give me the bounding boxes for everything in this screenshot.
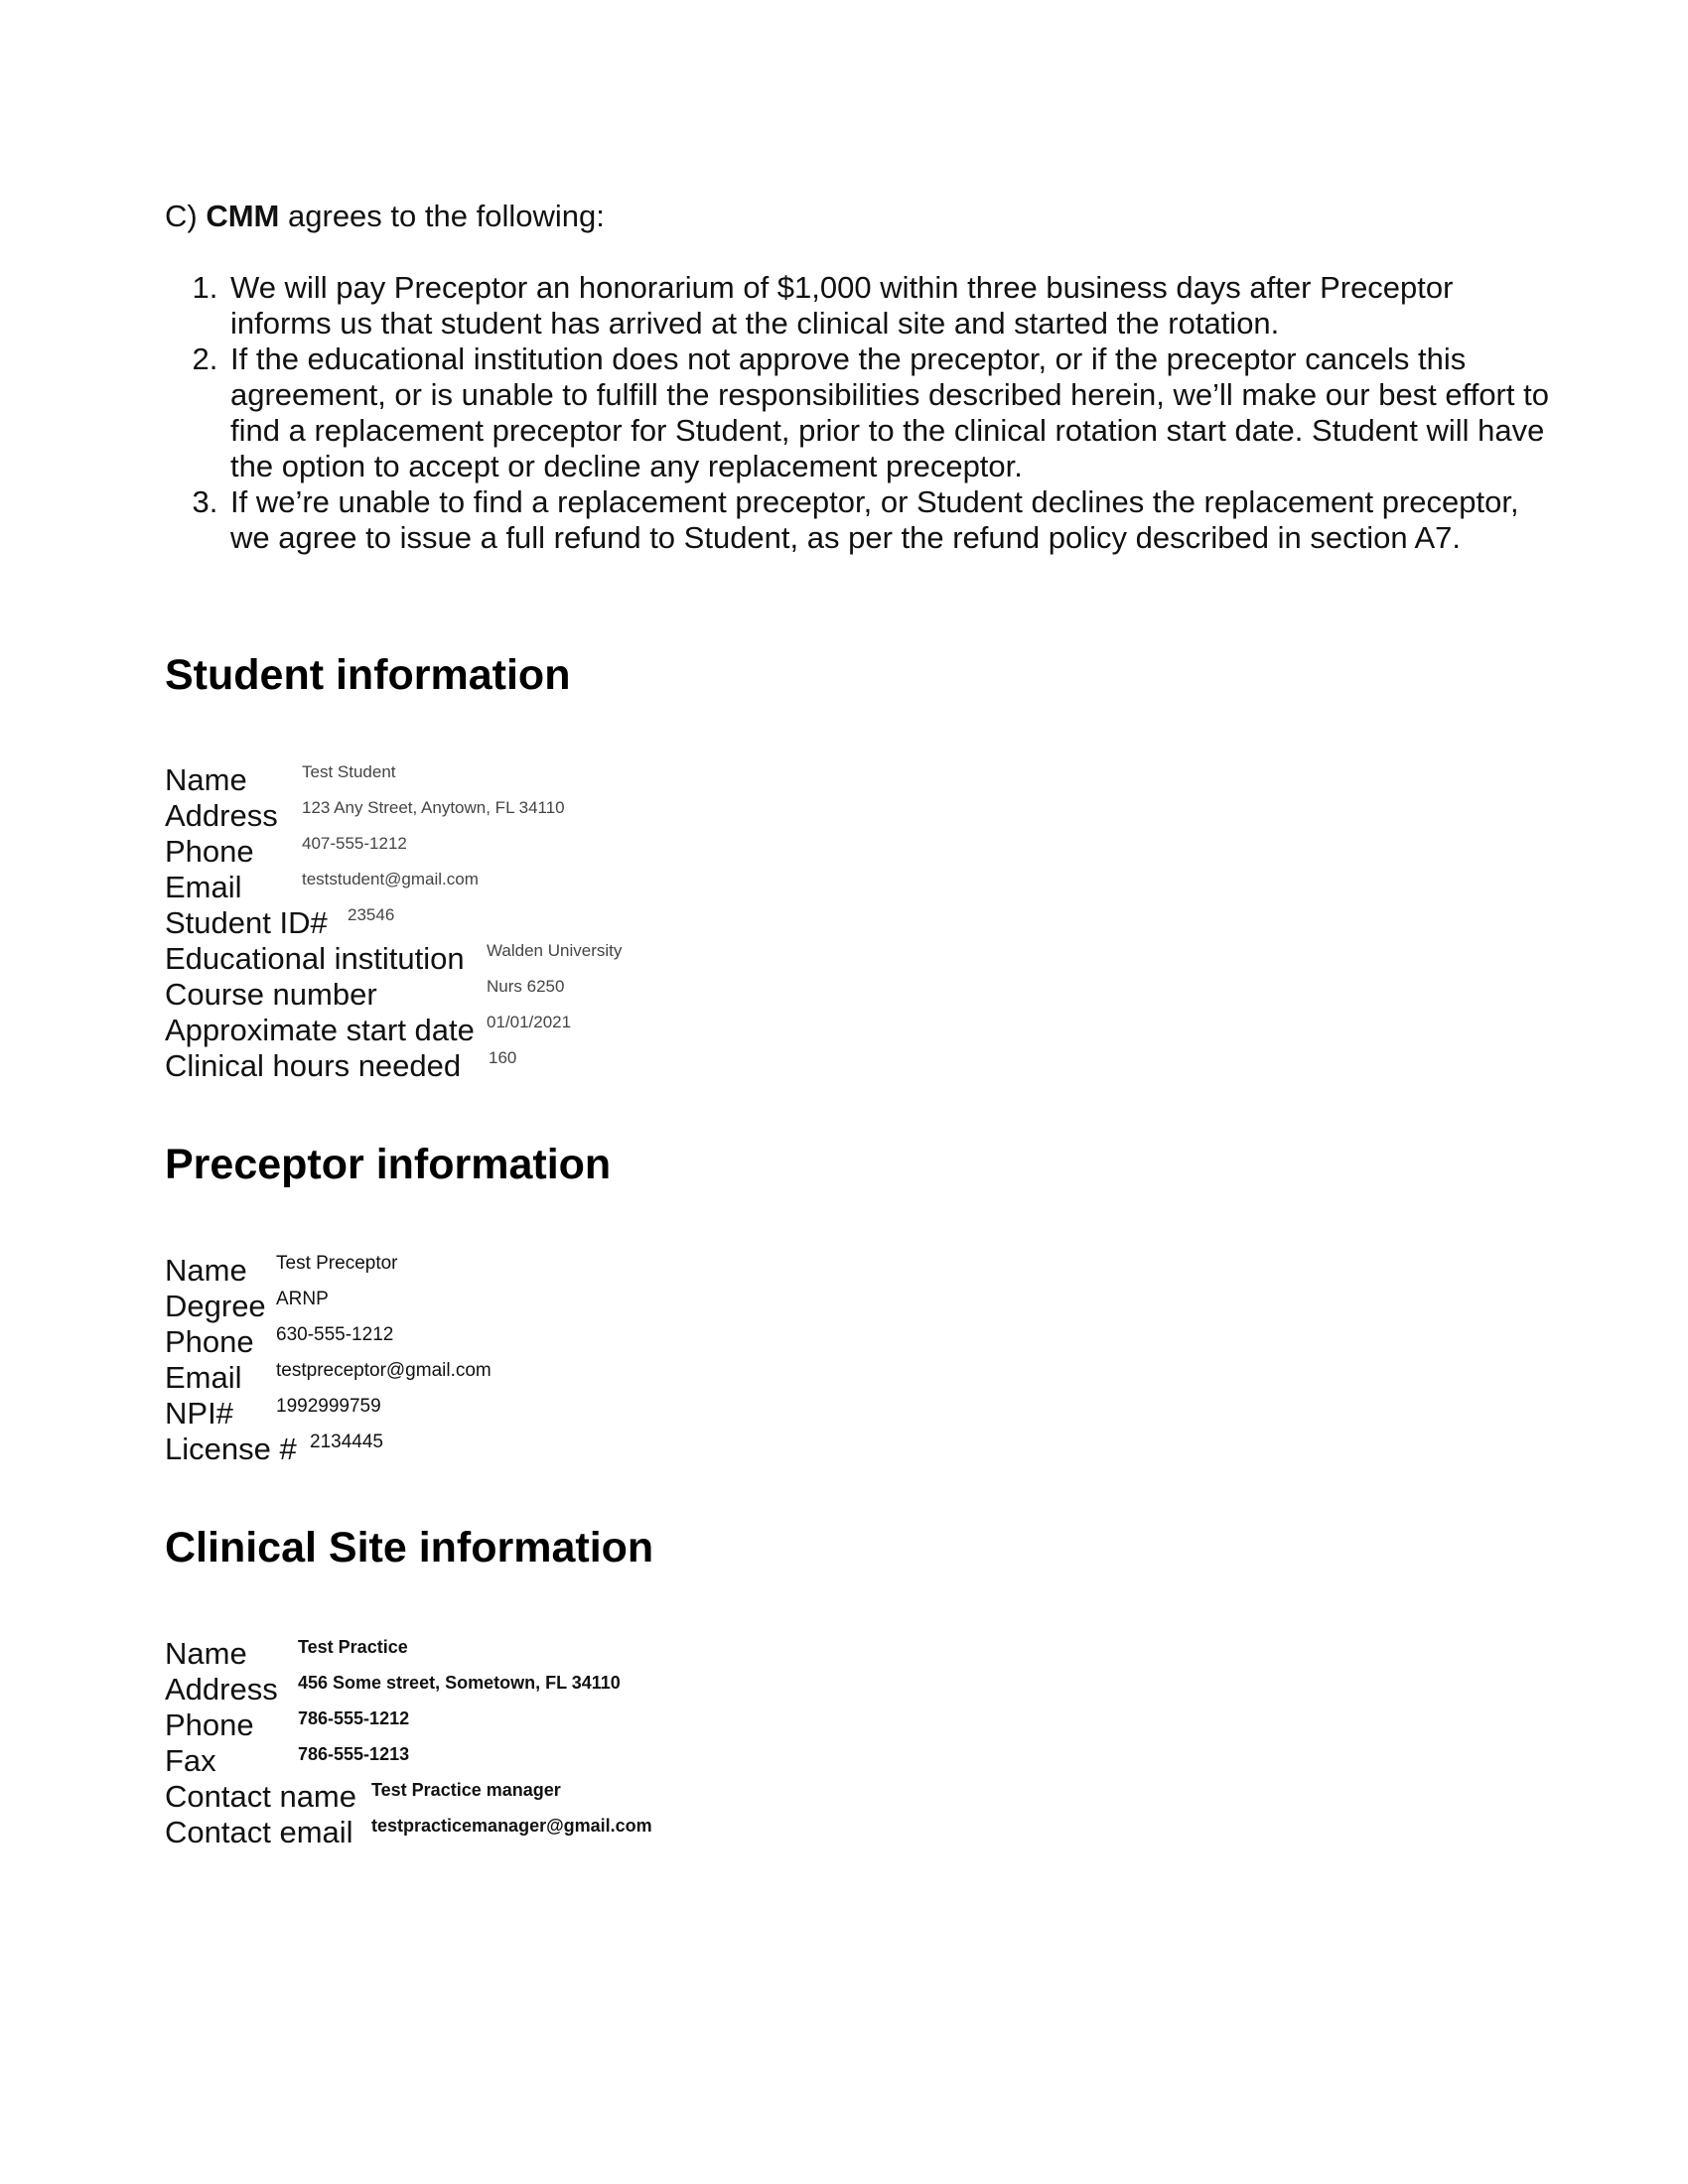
agreement-party: CMM <box>206 199 280 233</box>
field-label: Contact name <box>165 1779 356 1814</box>
field-label: Phone <box>165 1707 254 1742</box>
field-value: Nurs 6250 <box>487 977 565 996</box>
field-label: Degree <box>165 1289 266 1323</box>
preceptor-information-heading: Preceptor information <box>165 1141 612 1188</box>
field-label: Student ID# <box>165 905 328 940</box>
field-label: Educational institution <box>165 941 465 976</box>
field-value: 456 Some street, Sometown, FL 34110 <box>298 1673 621 1693</box>
field-label: Phone <box>165 834 254 869</box>
field-value: 630-555-1212 <box>276 1324 394 1345</box>
field-label: Fax <box>165 1743 216 1778</box>
field-value: 2134445 <box>310 1432 383 1452</box>
field-label: Email <box>165 1360 242 1395</box>
field-value: ARNP <box>276 1289 329 1309</box>
agreement-prefix: C) <box>165 199 198 233</box>
field-label: Name <box>165 1253 247 1288</box>
student-information-heading: Student information <box>165 651 571 699</box>
field-value: 1992999759 <box>276 1396 381 1417</box>
clinical-site-information-heading: Clinical Site information <box>165 1524 654 1571</box>
field-value: testpreceptor@gmail.com <box>276 1360 492 1381</box>
field-value: teststudent@gmail.com <box>302 870 479 888</box>
field-label: Course number <box>165 977 377 1012</box>
field-label: License # <box>165 1432 297 1466</box>
agreement-term-2: 2. If the educational institution does not approve the preceptor, or if the preceptor cancels this agreement, or is unable to fulfill the responsibilities described herein, we’ll make our best effort to find a replacement preceptor for Student, prior to the clinical rotation start date. Student will have the option to accept or decline any replacement preceptor. <box>226 341 1557 484</box>
field-value: 786-555-1212 <box>298 1708 410 1728</box>
field-label: Address <box>165 1672 278 1706</box>
field-value: 123 Any Street, Anytown, FL 34110 <box>302 798 565 817</box>
field-value: 01/01/2021 <box>487 1013 572 1031</box>
field-value: Walden University <box>487 941 623 960</box>
field-label: Approximate start date <box>165 1013 475 1047</box>
field-value: 160 <box>489 1048 517 1067</box>
field-value: Test Practice manager <box>371 1780 561 1800</box>
field-value: Test Practice <box>298 1637 408 1657</box>
field-label: Phone <box>165 1324 254 1359</box>
agreement-term-1: 1. We will pay Preceptor an honorarium of $1,000 within three business days after Preceptor informs us that student has arrived at the clinical site and started the rotation. <box>226 270 1557 341</box>
agreement-term-3: 3. If we’re unable to find a replacement preceptor, or Student declines the replacement preceptor, we agree to issue a full refund to Student, as per the refund policy described in section A7. <box>226 484 1557 556</box>
field-value: 786-555-1213 <box>298 1744 410 1764</box>
field-value: Test Student <box>302 762 396 781</box>
field-label: Address <box>165 798 278 833</box>
field-label: Name <box>165 1636 247 1671</box>
field-value: 23546 <box>348 905 395 924</box>
field-label: Clinical hours needed <box>165 1048 462 1083</box>
field-label: NPI# <box>165 1396 233 1431</box>
field-value: Test Preceptor <box>276 1253 398 1274</box>
agreement-intro <box>165 197 605 236</box>
agreement-terms-list <box>165 270 1557 556</box>
field-label: Email <box>165 870 242 904</box>
field-label: Contact email <box>165 1815 353 1849</box>
field-value: 407-555-1212 <box>302 834 407 853</box>
field-label: Name <box>165 762 247 797</box>
agreement-lead-in: agrees to the following: <box>288 199 605 233</box>
field-value: testpracticemanager@gmail.com <box>371 1816 652 1836</box>
